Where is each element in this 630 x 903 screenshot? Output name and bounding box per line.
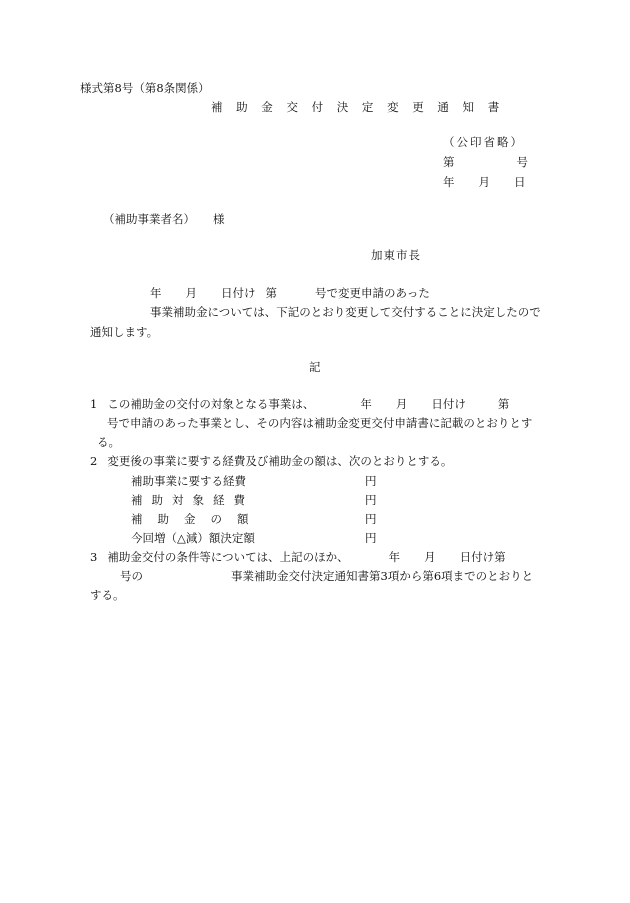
body-dated: 日付け	[221, 286, 256, 300]
body-line-2: 事業補助金については、下記のとおり変更して交付することに決定したので	[150, 305, 541, 319]
item-3-line-3: する。	[90, 588, 125, 602]
body-line-3: 通知します。	[90, 325, 159, 339]
addressee-label: （補助事業者名）	[103, 212, 195, 226]
item-1-month: 月	[395, 397, 408, 411]
item-3-text-2: 事業補助金交付決定通知書第3項から第6項までのとおりと	[231, 569, 534, 583]
date-month: 月	[478, 175, 490, 189]
item-1-text: この補助金の交付の対象となる事業は、	[107, 397, 315, 411]
item-1-number: 1	[90, 397, 98, 411]
item-1-line-1	[90, 399, 509, 411]
body-month: 月	[185, 286, 197, 300]
body-rest: 号で変更申請のあった	[315, 286, 430, 300]
date-day: 日	[514, 175, 526, 189]
change-amount-unit: 円	[365, 531, 377, 545]
item-1-line-3: る。	[97, 435, 120, 449]
expense-row-label: 補助事業に要する経費	[131, 474, 246, 488]
date-year: 年	[443, 175, 455, 189]
item-1-dated: 日付け	[431, 397, 466, 411]
item-2-number: 2	[90, 454, 98, 468]
form-number: 様式第8号（第8条関係）	[80, 81, 210, 95]
document-date	[443, 177, 526, 189]
item-1-year: 年	[360, 397, 372, 411]
eligible-cost-unit: 円	[365, 493, 377, 507]
item-3-number: 3	[90, 550, 98, 564]
item-3-line-2	[120, 571, 533, 583]
body-no: 第	[265, 286, 277, 300]
body-year: 年	[150, 286, 162, 300]
addressee	[103, 214, 225, 226]
item-2-line-1	[90, 456, 452, 468]
expense-row-unit: 円	[365, 474, 377, 488]
item-1-line-2: 号で申請のあった事業とし、その内容は補助金変更交付申請書に記載のとおりとす	[107, 416, 533, 430]
eligible-cost-label: 補助対象経費	[131, 493, 254, 507]
seal-omitted-note: （公印省略）	[443, 135, 524, 149]
item-3-month: 月	[424, 550, 436, 564]
item-3-dated: 日付け第	[459, 550, 506, 564]
item-3-year: 年	[388, 550, 401, 564]
item-3-no-suffix: 号の	[120, 569, 143, 583]
subsidy-amount-label: 補助金の額	[131, 512, 264, 526]
item-1-no: 第	[497, 397, 510, 411]
issuer: 加東市長	[371, 248, 421, 262]
document-number	[443, 157, 528, 169]
change-amount-label: 今回増（△減）額決定額	[131, 531, 255, 545]
item-3-text: 補助金交付の条件等については、上記のほか、	[107, 550, 349, 564]
item-2-text: 変更後の事業に要する経費及び補助金の額は、次のとおりとする。	[107, 454, 453, 468]
ki-marker: 記	[309, 360, 321, 374]
honorific: 様	[213, 212, 225, 226]
number-suffix: 号	[516, 155, 528, 169]
subsidy-amount-unit: 円	[365, 512, 377, 526]
number-prefix: 第	[443, 155, 455, 169]
document-title: 補 助 金 交 付 決 定 変 更 通 知 書	[211, 100, 505, 114]
body-line-1	[150, 288, 430, 300]
item-3-line-1	[90, 552, 506, 564]
